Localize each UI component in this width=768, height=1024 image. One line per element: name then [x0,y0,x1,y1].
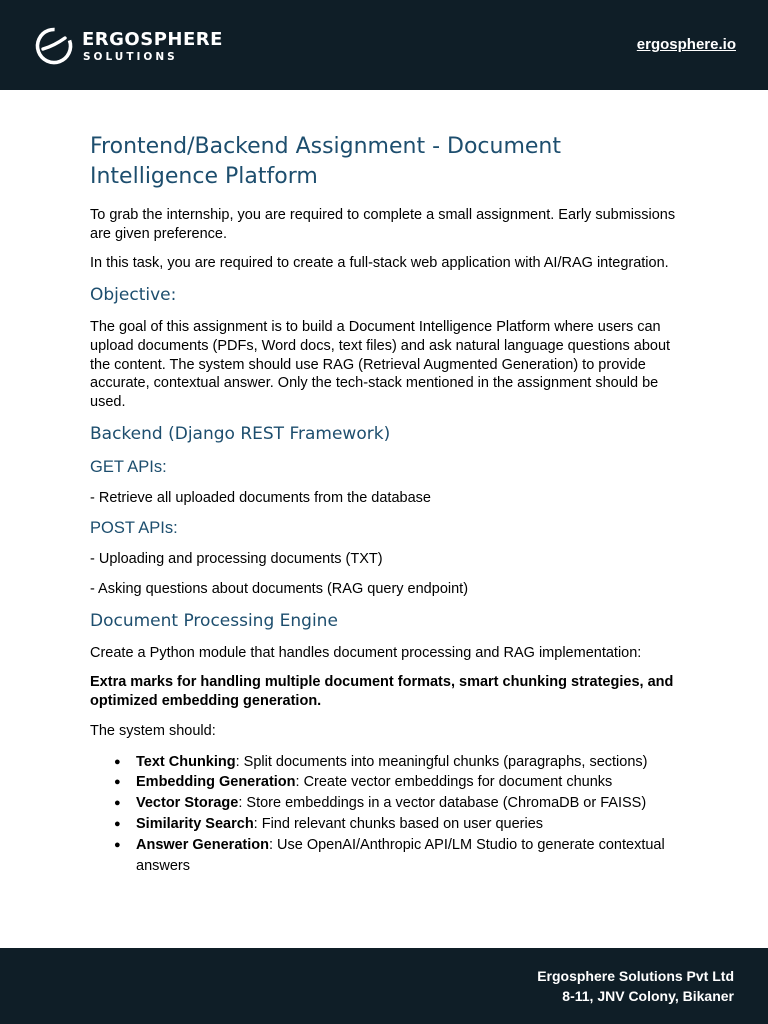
requirements-list [90,752,690,877]
list-item-term: Text Chunking [136,753,236,770]
page-header [0,0,768,90]
engine-intro: Create a Python module that handles document processing and RAG implementation: [90,644,642,661]
list-item [136,752,690,773]
brand-subtitle: SOLUTIONS [83,51,178,63]
page-title: Frontend/Backend Assignment - Document Intelligence Platform [90,134,561,189]
list-item-term: Embedding Generation [136,774,296,791]
page-footer [0,948,768,1024]
engine-heading: Document Processing Engine [90,610,338,631]
document-body [90,132,690,876]
list-item [136,793,690,814]
ergosphere-logo-icon [34,26,74,66]
list-item [136,772,690,793]
list-item [136,814,690,835]
list-item-desc: : Create vector embeddings for document chunks [295,774,613,791]
list-item-term: Similarity Search [136,815,254,832]
get-api-item: - Retrieve all uploaded documents from the database [90,489,431,506]
intro-paragraph-2: In this task, you are required to create a full-stack web application with AI/RAG integration. [90,255,669,272]
list-item [136,835,690,877]
footer-company: Ergosphere Solutions Pvt Ltd [537,968,734,984]
intro-paragraph-1: To grab the internship, you are required to complete a small assignment. Early submissions are given preference. [90,207,676,242]
post-api-item: - Uploading and processing documents (TXT) [90,551,383,568]
website-link[interactable]: ergosphere.io [636,36,736,53]
list-item-desc: : Find relevant chunks based on user queries [253,815,544,832]
backend-heading: Backend (Django REST Framework) [90,423,391,444]
objective-heading: Objective: [90,285,177,306]
post-apis-heading: POST APIs: [90,519,178,538]
list-item-desc: : Split documents into meaningful chunks (paragraphs, sections) [235,753,648,770]
system-should-label: The system should: [90,722,216,739]
list-item-term: Answer Generation [136,836,269,853]
list-item-desc: : Store embeddings in a vector database (ChromaDB or FAISS) [238,795,647,812]
extra-marks-note: Extra marks for handling multiple document formats, smart chunking strategies, and optimized embedding generation. [90,674,674,710]
list-item-term: Vector Storage [136,795,239,812]
objective-text: The goal of this assignment is to build a Document Intelligence Platform where users can upload documents (PDFs, Word docs, text files) and ask natural language questions about the content. The system should use RAG (Retrieval Augmented Generation) to provide accurate, contextual answer. Only the tech-stack mentioned in the assignment should be used. [90,319,671,410]
get-apis-heading: GET APIs: [90,457,167,476]
footer-address: 8-11, JNV Colony, Bikaner [562,988,734,1004]
post-api-item: - Asking questions about documents (RAG query endpoint) [90,581,469,598]
list-item-desc: : Use OpenAI/Anthropic API/LM Studio to generate contextual answers [136,836,665,874]
brand-name: ERGOSPHERE [82,29,223,50]
